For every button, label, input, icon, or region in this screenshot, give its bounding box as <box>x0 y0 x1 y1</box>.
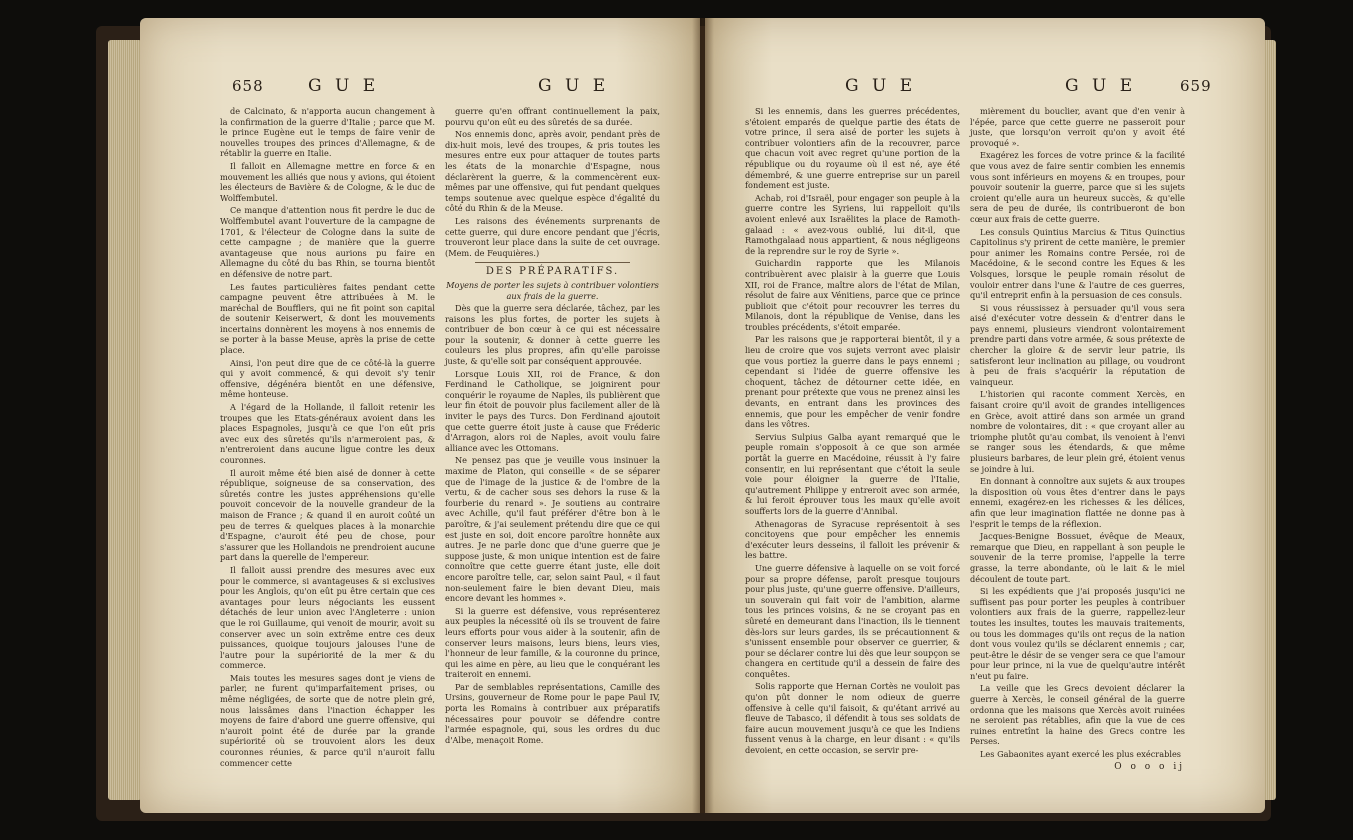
paragraph: Il falloit aussi prendre des mesures avec eux pour le commerce, si avantageuses & si exclusives pour les Anglois, qu'on eût pu être certain que ces avantages pour leurs négociants les eussent détachés de leur union avec l'Angleterre : union que le roi Guillaume, qui venoit de mourir, avoit su conserver avec un soin extrême entre ces deux puissances, quoique toujours jalouses l'une de l'autre pour la supériorité de la mer & du commerce. <box>220 564 435 671</box>
paragraph: Exagérez les forces de votre prince & la facilité que vous avez de faire sentir combien les ennemis vous sont inférieurs en moyens & en troupes, pour pouvoir soutenir la guerre, parce que si les sujets croient qu'elle aura un heureux succès, & qu'elle sera de peu de durée, ils contribueront de bon cœur aux frais de cette guerre. <box>970 150 1185 224</box>
paragraph: Par les raisons que je rapporterai bientôt, il y a lieu de croire que vos sujets verront avec plaisir que vous portiez la guerre dans le pays ennemi ; cependant si l'idée de guerre offensive les choquent, tâchez de détourner cette idée, en prenant pour prétexte que vous ne prenez ainsi les devants, en entrant dans les provinces des ennemis, que pour les empêcher de venir fondre dans les vôtres. <box>745 334 960 430</box>
paragraph: Dès que la guerre sera déclarée, tâchez, par les raisons les plus fortes, de porter les sujets à contribuer de bon cœur à ce qui est nécessaire pour la soutenir, & donner à cette guerre les couleurs les plus propres, afin qu'elle paroisse juste, & qu'elle soit par conséquent approuvée. <box>445 303 660 367</box>
paragraph: Guichardin rapporte que les Milanois contribuèrent avec plaisir à la guerre que Louis XII, roi de France, maître alors de l'état de Milan, résolut de faire aux Vénitiens, parce que ce prince publioit que c'étoit pour recouvrer les terres du Milanois, dont la république de Venise, dans les troubles précédents, s'étoit emparée. <box>745 258 960 332</box>
book-gutter <box>692 18 714 813</box>
right-running-head-2: G U E <box>1065 76 1137 96</box>
paragraph: Achab, roi d'Israël, pour engager son peuple à la guerre contre les Syriens, lui rappelloit qu'ils avoient enlevé aux Israëlites la place de Ramoth-galaad : « avez-vous oublié, lui dit-il, que Ramothgalaad nous appartient, & nous négligeons de la reprendre sur le roy de Syrie ». <box>745 192 960 256</box>
paragraph: Mais toutes les mesures sages dont je viens de parler, ne furent qu'imparfaitement prises, ou même négligées, de sorte que de notre plein gré, nous laissâmes dans l'inaction échapper les moyens de faire d'abord une guerre offensive, qui n'auroit point été de durée par la grande supériorité où se trouvoient alors les deux couronnes réunies, & parce qu'il n'auroit fallu commencer cette <box>220 672 435 768</box>
left-page-number <box>232 76 264 96</box>
left-page <box>140 18 700 813</box>
paragraph: Si les expédients que j'ai proposés jusqu'ici ne suffisent pas pour porter les peuples à contribuer volontiers aux frais de la guerre, rappellez-leur toutes les insultes, toutes les mauvais traitements, ou tous les dommages qu'ils ont reçus de la nation dont vous voulez qu'ils se déclarent ennemis ; car, peut-être le désir de se venger sera ce que l'amour pour leur prince, ni la vue de quelqu'autre intérêt n'eut pu faire. <box>970 586 1185 681</box>
signature-mark: O o o o ij <box>1114 761 1185 772</box>
right-running-head-1: G U E <box>845 76 917 96</box>
paragraph: Les consuls Quintius Marcius & Titus Quinctius Capitolinus s'y prirent de cette manière, le premier pour animer les Romains contre Persée, roi de Macédoine, & le second contre les Eques & les Volsques, lorsque le peuple romain résolut de vouloir entrer dans l'une & l'autre de ces guerres, qu'il entreprit enfin à la persuasion de ces consuls. <box>970 226 1185 301</box>
paragraph: Les fautes particulières faites pendant cette campagne peuvent être attribuées à M. le maréchal de Boufflers, qui ne fit point son capital de soutenir Keiserwert, & dont les mouvements incertains donnèrent les moyens à nos ennemis de se porter à la basse Meuse, après la prise de cette place. <box>220 281 435 356</box>
paragraph: La veille que les Grecs devoient déclarer la guerre à Xercès, le conseil général de la guerre ordonna que les maisons que Xercès avoit ruinées ne seroient pas rétablies, afin que la vue de ces ruines entretînt la haine des Grecs contre les Perses. <box>970 683 1185 747</box>
left-column-2 <box>445 106 660 747</box>
right-page <box>705 18 1265 813</box>
left-running-head-2: G U E <box>538 76 610 96</box>
paragraph: Nos ennemis donc, après avoir, pendant près de dix-huit mois, levé des troupes, & pris toutes les mesures entre eux pour attaquer de toutes parts les états de la monarchie d'Espagne, nous déclarèrent la guerre, & la commencèrent eux-mêmes par une offensive, qui fut pendant quelques temps soutenue avec quelque espèce d'égalité du côté du Rhin & de la Meuse. <box>445 129 660 214</box>
paragraph: de Calcinato, & n'apporta aucun changement à la confirmation de la guerre d'Italie ; parce que M. le prince Eugène eut le temps de faire venir de nouvelles troupes des princes d'Allemagne, & de rétablir la guerre en Italie. <box>220 106 435 159</box>
paragraph: L'historien qui raconte comment Xercès, en faisant croire qu'il avoit de grandes intelligences en Grèce, avoit attiré dans son armée un grand nombre de volontaires, dit : « que croyant aller au triomphe plutôt qu'au combat, ils venoient à l'envi se ranger sous les étendards, & que même plusieurs barbares, de leur plein gré, étoient venus se joindre à lui. <box>970 389 1185 474</box>
paragraph: guerre qu'en offrant continuellement la paix, pourvu qu'on eût eu des sûretés de sa durée. <box>445 106 660 127</box>
right-column-2 <box>970 106 1185 774</box>
paragraph: En donnant à connoître aux sujets & aux troupes la disposition où vous êtes d'entrer dans le pays ennemi, exagérez-en les richesses & les délices, afin que leur imagination flattée ne donne pas à l'esprit le temps de la réflexion. <box>970 476 1185 529</box>
page-edges-left <box>108 40 142 800</box>
paragraph: Lorsque Louis XII, roi de France, & don Ferdinand le Catholique, se joignirent pour conquérir le royaume de Naples, ils publièrent que leur fin étoit de pouvoir plus facilement aller de là inviter le pays des Turcs. Don Ferdinand ajoutoit que cette guerre étoit juste à cause que Fréderic d'Arragon, alors roi de Naples, avoit voulu faire alliance avec les Ottomans. <box>445 368 660 453</box>
section-title: DES PRÉPARATIFS. <box>485 266 620 278</box>
left-column-1 <box>220 106 435 770</box>
page-number: 658 <box>232 77 264 95</box>
paragraph: mièrement du bouclier, avant que d'en venir à l'épée, parce que cette guerre ne passeroit pour juste, que lorsqu'on verroit qu'on y avoit été provoqué ». <box>970 106 1185 148</box>
left-running-head-1: G U E <box>308 76 380 96</box>
right-column-1 <box>745 106 960 758</box>
paragraph: Il falloit en Allemagne mettre en force & en mouvement les alliés que nous y avions, qui étoient les électeurs de Bavière & de Cologne, & le duc de Wolffembutel. <box>220 160 435 203</box>
paragraph: Servius Sulpius Galba ayant remarqué que le peuple romain s'opposoit à ce que son armée portât la guerre en Macédoine, réussit à l'y faire consentir, en lui représentant que c'étoit la seule voie pour éloigner la guerre de l'Italie, qu'autrement Philippe y entreroit avec son armée, & lui feroit éprouver tous les maux qu'elle avoit soufferts lors de la guerre d'Annibal. <box>745 431 960 516</box>
page-number: 659 <box>1180 77 1212 95</box>
paragraph: Jacques-Benigne Bossuet, évêque de Meaux, remarque que Dieu, en rappellant à son peuple le souvenir de la terre promise, l'appelle la terre grasse, la terre abondante, où le lait & le miel découlent de toute part. <box>970 531 1185 584</box>
paragraph: Il auroit même été bien aisé de donner à cette république, soigneuse de sa conservation, des sûretés contre les justes appréhensions qu'elle pouvoit concevoir de la nouvelle grandeur de la maison de France ; & quand il en auroit coûté un peu de terres & quelques places à la monarchie d'Espagne, c'auroit été peu de chose, pour s'assurer que les Hollandois ne prendroient aucune part dans la querelle de l'empereur. <box>220 467 435 563</box>
paragraph: Si les ennemis, dans les guerres précédentes, s'étoient emparés de quelque partie des états de votre prince, il sera aisé de porter les sujets à contribuer volontiers afin de la recouvrer, parce que chacun voit avec regret qu'une portion de la république ou du royaume où il est né, aye été démembré, & une guerre entreprise sur un pareil fondement est juste. <box>745 106 960 191</box>
paragraph: Ainsi, l'on peut dire que de ce côté-là la guerre qui y avoit commencé, & qui devoit s'y tenir offensive, dégénéra bientôt en une défensive, même honteuse. <box>220 357 435 400</box>
divider <box>475 262 630 263</box>
right-page-number <box>1180 76 1212 96</box>
section-subtitle: Moyens de porter les sujets à contribuer volontiers aux frais de la guerre. <box>446 279 659 301</box>
paragraph: Athenagoras de Syracuse représentoit à ses concitoyens que pour empêcher les ennemis d'exécuter leurs desseins, il falloit les prévenir & les battre. <box>745 518 960 561</box>
paragraph: Solis rapporte que Hernan Cortès ne vouloit pas qu'on pût donner le nom odieux de guerre offensive à celle qu'il faisoit, & qu'étant arrivé au fleuve de Tabasco, il défendit à tous ses soldats de faire aucun mouvement jusqu'à ce que les Indiens fussent venus à la charge, en leur disant : « qu'ils devoient, en cette occasion, se servir pre- <box>745 681 960 756</box>
paragraph: Si vous réussissez à persuader qu'il vous sera aisé d'exécuter votre dessein & d'entrer dans le pays ennemi, plusieurs viendront volontairement prendre parti dans votre armée, & sous prétexte de chercher la gloire & de servir leur patrie, ils satisferont leur inclination au pillage, ou voudront à peu de frais s'acquérir la réputation de vainqueur. <box>970 302 1185 387</box>
paragraph: Ce manque d'attention nous fit perdre le duc de Wolffembutel avant l'ouverture de la campagne de 1701, & l'électeur de Cologne dans la suite de cette campagne ; de manière que la guerre avantageuse que nous aurions pu faire en Allemagne du côté du bas Rhin, se tourna bientôt en défensive de notre part. <box>220 205 435 279</box>
paragraph: Les raisons des événements surprenants de cette guerre, qui dure encore pendant que j'écris, trouveront leur place dans la suite de cet ouvrage. (Mem. de Feuquières.) <box>445 215 660 258</box>
paragraph: Une guerre défensive à laquelle on se voit forcé pour sa propre défense, paroît presque toujours pour plus juste, qu'une guerre offensive. D'ailleurs, un souverain qui fait voir de l'ambition, alarme tous les princes voisins, & ne se croyant pas en sûreté en demeurant dans l'inaction, ils le tiennent dès-lors sur leurs gardes, ils se précautionnent & s'unissent ensemble pour observer ce guerrier, & pour se déclarer contre lui dès que leur soupçon se changera en certitude qu'il a dessein de faire des conquêtes. <box>745 562 960 679</box>
paragraph: Par de semblables représentations, Camille des Ursins, gouverneur de Rome pour le pape Paul IV, porta les Romains à contribuer aux préparatifs nécessaires pour pouvoir se défendre contre l'armée espagnole, qui, sous les ordres du duc d'Albe, menaçoit Rome. <box>445 681 660 745</box>
paragraph: A l'égard de la Hollande, il falloit retenir les troupes que les Etats-généraux avoient dans les places Espagnoles, jusqu'à ce que l'on eût pris avec eux des sûretés qu'ils n'armeroient pas, & n'entreroient dans aucune ligue contre les deux couronnes. <box>220 402 435 465</box>
paragraph: Les Gabaonites ayant exercé les plus exécrables <box>980 749 1182 760</box>
paragraph: Si la guerre est défensive, vous représenterez aux peuples la nécessité où ils se trouvent de faire leurs efforts pour vous aider à la soutenir, afin de conserver leurs maisons, leurs biens, leurs vies, l'honneur de leur famille, & la couronne du prince, qui les aime en père, au lieu que le conquérant les traiteroit en ennemi. <box>445 605 660 680</box>
paragraph: Ne pensez pas que je veuille vous insinuer la maxime de Platon, qui conseille « de se séparer que de l'image de la justice & de l'ombre de la vertu, & de cacher sous ses dehors la ruse & la fourberie du renard ». Je soutiens au contraire avec Achille, qu'il faut préférer d'être bon à le paroître, & j'ai seulement prétendu dire que ce qui est juste en soi, doit encore paroître honnête aux autres. Je ne parle donc que d'une guerre que je suppose juste, & mon unique intention est de faire connoître que cette guerre étant juste, elle doit encore paroître telle, car, selon saint Paul, « il faut non-seulement faire le bien devant Dieu, mais encore devant les hommes ». <box>445 455 660 604</box>
